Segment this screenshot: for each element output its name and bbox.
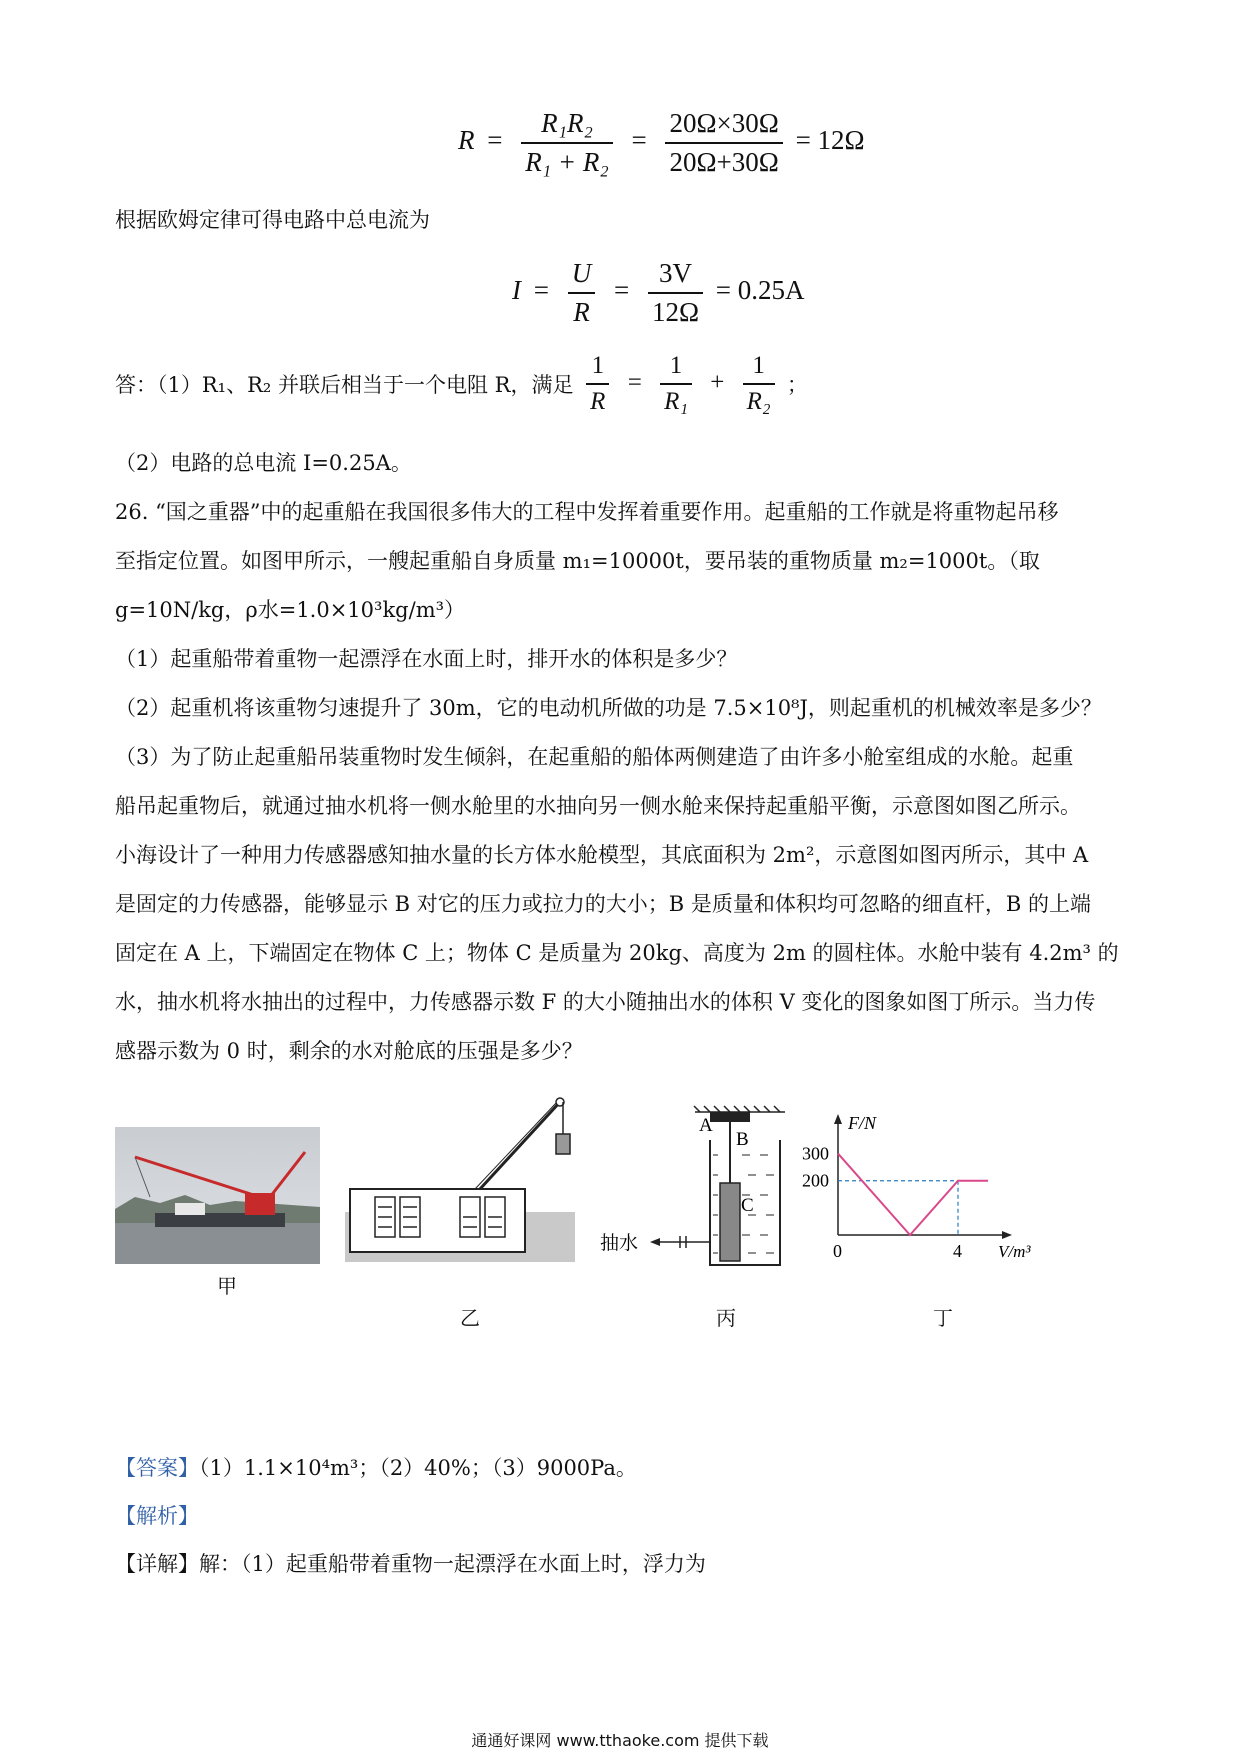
chart-x-label: V/m³	[998, 1242, 1031, 1261]
chart-y-tick-label: 300	[802, 1143, 829, 1164]
equation-parallel-resistance	[458, 108, 865, 178]
analysis-tag: 【解析】	[115, 1504, 199, 1528]
eq1-equals-2: =	[631, 125, 647, 156]
eq1-result: = 12Ω	[795, 125, 865, 156]
ans1-equals: =	[627, 368, 642, 396]
chart-x-tick-label: 0	[833, 1241, 842, 1261]
q26-line-2: 至指定位置。如图甲所示，一艘起重船自身质量 m₁=10000t，要吊装的重物质量 m₂=1000t。（取	[115, 549, 1040, 573]
q26-subquestion-2: （2）起重机将该重物匀速提升了 30m，它的电动机所做的功是 7.5×10⁸J，则起重机的机械效率是多少？	[115, 696, 1102, 720]
chart-x-tick-label: 4	[953, 1241, 962, 1261]
paragraph-ohm-law: 根据欧姆定律可得电路中总电流为	[115, 208, 430, 232]
bing-label-B: B	[736, 1129, 749, 1150]
analysis-line	[115, 1501, 1125, 1531]
chart-y-tick-label: 200	[802, 1170, 829, 1191]
eq2-fraction-symbolic	[568, 258, 596, 328]
ans1-f1-num: 1	[586, 352, 609, 385]
bing-label-C: C	[741, 1195, 754, 1216]
chart-y-label: F/N	[848, 1113, 877, 1133]
q26-subquestion-3-line-1: （3）为了防止起重船吊装重物时发生倾斜，在起重船的船体两侧建造了由许多小舱室组成的水舱。起重	[115, 745, 1074, 769]
detail-text: 解：（1）起重船带着重物一起漂浮在水面上时，浮力为	[199, 1552, 706, 1576]
eq1-f1-numerator: R₁R₂	[521, 108, 612, 144]
bing-cylinder-C	[720, 1183, 740, 1261]
answer-part-1	[115, 352, 808, 416]
answer-part-2: （2）电路的总电流 I=0.25A。	[115, 451, 412, 475]
answer-part-1-text: 答：（1）R₁、R₂ 并联后相当于一个电阻 R，满足	[115, 373, 574, 397]
caption-bing: 丙	[716, 1306, 736, 1330]
detail-line	[115, 1549, 1125, 1579]
page-footer: 通通好课网 www.tthaoke.com 提供下载	[471, 1731, 769, 1750]
figure-yi-ship-schematic	[345, 1092, 575, 1272]
detail-tag: 【详解】	[115, 1552, 199, 1576]
ans1-f2-den: R₁	[664, 388, 689, 415]
bing-label-A: A	[699, 1115, 713, 1136]
eq1-lhs: R	[458, 125, 475, 156]
chart-y-axis-arrow	[834, 1114, 842, 1124]
q26-subquestion-3-line-5: 固定在 A 上，下端固定在物体 C 上；物体 C 是质量为 20kg、高度为 2m 的圆柱体。水舱中装有 4.2m³ 的	[115, 941, 1119, 965]
eq1-f1-denominator: R₁ + R₂	[525, 147, 609, 177]
ans1-fraction-2	[660, 352, 692, 416]
chart-x-axis-arrow	[1002, 1231, 1012, 1239]
eq2-equals: =	[533, 275, 549, 306]
answer-line	[115, 1453, 1125, 1483]
eq2-f1-numerator: U	[568, 258, 596, 294]
chart-series-line	[838, 1154, 988, 1235]
ans1-f2-num: 1	[660, 352, 692, 385]
equation-total-current	[512, 258, 805, 328]
eq1-f2-numerator: 20Ω×30Ω	[665, 108, 782, 144]
figure-bing-tank-sensor	[600, 1105, 795, 1280]
bing-sensor-A	[710, 1112, 750, 1122]
eq2-f1-denominator: R	[573, 297, 590, 327]
eq2-fraction-numeric	[648, 258, 703, 328]
ans1-f3-den: R₂	[746, 388, 771, 415]
q26-subquestion-3-line-2: 船吊起重物后，就通过抽水机将一侧水舱里的水抽向另一侧水舱来保持起重船平衡，示意图如图乙所示。	[115, 794, 1081, 818]
q26-subquestion-3-line-7: 感器示数为 0 时，剩余的水对舱底的压强是多少？	[115, 1039, 583, 1063]
eq2-f2-denominator: 12Ω	[651, 297, 700, 327]
eq2-lhs: I	[512, 275, 521, 306]
ans1-fraction-1	[586, 352, 609, 416]
caption-ding: 丁	[933, 1306, 953, 1330]
bing-ceiling-hatch	[694, 1106, 785, 1112]
caption-yi: 乙	[460, 1306, 480, 1330]
answer-tag: 【答案】	[115, 1456, 199, 1480]
q26-line-3: g=10N/kg，ρ水=1.0×10³kg/m³）	[115, 598, 466, 622]
eq1-fraction-symbolic	[521, 108, 612, 178]
ans1-plus: +	[710, 368, 725, 396]
ans1-f1-den: R	[590, 388, 606, 415]
figure-ding-force-volume-chart	[800, 1112, 1062, 1292]
ans1-f3-num: 1	[743, 352, 775, 385]
eq2-result: = 0.25A	[715, 275, 805, 306]
ans1-fraction-3	[743, 352, 775, 416]
ans1-end: ；	[786, 373, 808, 397]
q26-subquestion-3-line-6: 水，抽水机将水抽出的过程中，力传感器示数 F 的大小随抽出水的体积 V 变化的图象如图丁所示。当力传	[115, 990, 1096, 1014]
caption-jia: 甲	[217, 1274, 237, 1298]
answer-text: （1）1.1×10⁴m³；（2）40%；（3）9000Pa。	[199, 1456, 637, 1480]
bing-label-pump: 抽水	[600, 1232, 639, 1254]
eq2-f2-numerator: 3V	[648, 258, 703, 294]
eq2-equals-2: =	[613, 275, 630, 306]
eq1-equals: =	[487, 125, 503, 156]
q26-subquestion-3-line-4: 是固定的力传感器，能够显示 B 对它的压力或拉力的大小；B 是质量和体积均可忽略的细直杆，B 的上端	[115, 892, 1091, 916]
eq1-f2-denominator: 20Ω+30Ω	[669, 147, 779, 177]
bing-outlet-arrow	[650, 1238, 660, 1246]
q26-subquestion-1: （1）起重船带着重物一起漂浮在水面上时，排开水的体积是多少？	[115, 647, 738, 671]
q26-line-1: 26. “国之重器”中的起重船在我国很多伟大的工程中发挥着重要作用。起重船的工作就是将重物起吊移	[115, 500, 1059, 524]
eq1-fraction-numeric	[665, 108, 782, 178]
figure-jia-crane-ship-photo	[115, 1127, 320, 1264]
q26-subquestion-3-line-3: 小海设计了一种用力传感器感知抽水量的长方体水舱模型，其底面积为 2m²，示意图如图丙所示，其中 A	[115, 843, 1089, 867]
